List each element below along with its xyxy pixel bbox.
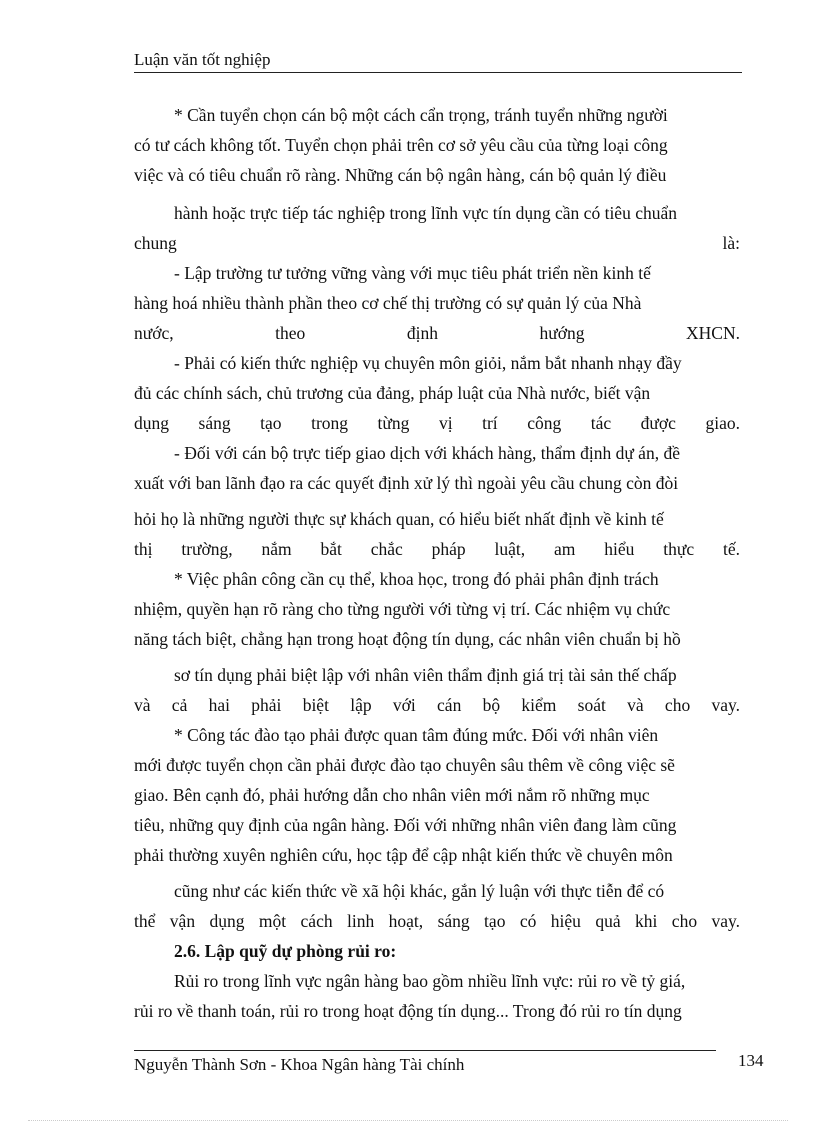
paragraph xyxy=(134,348,740,438)
text-line: xuất với ban lãnh đạo ra các quyết định xử lý thì ngoài yêu cầu chung còn đòi xyxy=(134,473,679,493)
paragraph xyxy=(134,100,740,190)
body-text xyxy=(134,100,740,936)
text-line: * Công tác đào tạo phải được quan tâm đúng mức. Đối với nhân viên xyxy=(174,725,659,745)
text-line: có tư cách không tốt. Tuyển chọn phải trên cơ sở yêu cầu của từng loại công xyxy=(134,135,668,155)
text-line: dụng sáng tạo trong từng vị trí công tác được giao. xyxy=(134,413,740,433)
paragraph xyxy=(134,198,740,258)
text-line: - Lập trường tư tưởng vững vàng với mục tiêu phát triển nền kinh tế xyxy=(174,263,651,283)
text-line: thể vận dụng một cách linh hoạt, sáng tạo có hiệu quả khi cho vay. xyxy=(134,911,740,931)
text-line: và cả hai phải biệt lập với cán bộ kiểm soát và cho vay. xyxy=(134,695,740,715)
text-line: nước, theo định hướng XHCN. xyxy=(134,323,740,343)
text-line: tiêu, những quy định của ngân hàng. Đối với những nhân viên đang làm cũng xyxy=(134,815,677,835)
text-line: phải thường xuyên nghiên cứu, học tập để cập nhật kiến thức về chuyên môn xyxy=(134,845,673,865)
text-line: thị trường, nắm bắt chắc pháp luật, am hiểu thực tế. xyxy=(134,539,740,559)
tail-paragraph xyxy=(134,966,740,1026)
page-edge-dotted-line xyxy=(28,1120,788,1121)
footer-divider xyxy=(134,1050,716,1051)
text-line: sơ tín dụng phải biệt lập với nhân viên thẩm định giá trị tài sản thế chấp xyxy=(174,665,677,685)
paragraph xyxy=(134,564,740,654)
paragraph xyxy=(134,438,740,498)
text-line: cũng như các kiến thức về xã hội khác, gắn lý luận với thực tiễn để có xyxy=(174,881,665,901)
text-line: việc và có tiêu chuẩn rõ ràng. Những cán bộ ngân hàng, cán bộ quản lý điều xyxy=(134,165,667,185)
text-line: hỏi họ là những người thực sự khách quan, có hiểu biết nhất định về kinh tế xyxy=(134,509,664,529)
text-line: - Phải có kiến thức nghiệp vụ chuyên môn giỏi, nắm bắt nhanh nhạy đầy xyxy=(174,353,682,373)
text-line: * Việc phân công cần cụ thể, khoa học, trong đó phải phân định trách xyxy=(174,569,659,589)
text-line: năng tách biệt, chẳng hạn trong hoạt động tín dụng, các nhân viên chuẩn bị hồ xyxy=(134,629,681,649)
text-line: hành hoặc trực tiếp tác nghiệp trong lĩnh vực tín dụng cần có tiêu chuẩn xyxy=(174,203,677,223)
text-line: nhiệm, quyền hạn rõ ràng cho từng người với từng vị trí. Các nhiệm vụ chức xyxy=(134,599,671,619)
section-heading: 2.6. Lập quỹ dự phòng rủi ro: xyxy=(174,941,397,961)
text-line: - Đối với cán bộ trực tiếp giao dịch với khách hàng, thẩm định dự án, đề xyxy=(174,443,680,463)
text-line: hàng hoá nhiều thành phần theo cơ chế thị trường có sự quản lý của Nhà xyxy=(134,293,642,313)
text-line: giao. Bên cạnh đó, phải hướng dẫn cho nhân viên mới nắm rõ những mục xyxy=(134,785,650,805)
paragraph xyxy=(134,720,740,870)
text-line: Rủi ro trong lĩnh vực ngân hàng bao gồm nhiều lĩnh vực: rủi ro về tỷ giá, xyxy=(174,971,686,991)
text-line: * Cần tuyển chọn cán bộ một cách cẩn trọng, tránh tuyển những người xyxy=(174,105,668,125)
paragraph xyxy=(134,660,740,720)
text-line: đủ các chính sách, chủ trương của đảng, pháp luật của Nhà nước, biết vận xyxy=(134,383,651,403)
paragraph xyxy=(134,258,740,348)
text-line: mới được tuyển chọn cần phải được đào tạo chuyên sâu thêm về công việc sẽ xyxy=(134,755,675,775)
paragraph xyxy=(134,876,740,936)
footer-author: Nguyễn Thành Sơn - Khoa Ngân hàng Tài chính xyxy=(134,1055,465,1074)
paragraph xyxy=(134,504,740,564)
page-number: 134 xyxy=(738,1051,764,1070)
running-header: Luận văn tốt nghiệp xyxy=(134,50,742,73)
text-line: rủi ro về thanh toán, rủi ro trong hoạt động tín dụng... Trong đó rủi ro tín dụng xyxy=(134,1001,682,1021)
text-line: chung là: xyxy=(134,233,740,253)
